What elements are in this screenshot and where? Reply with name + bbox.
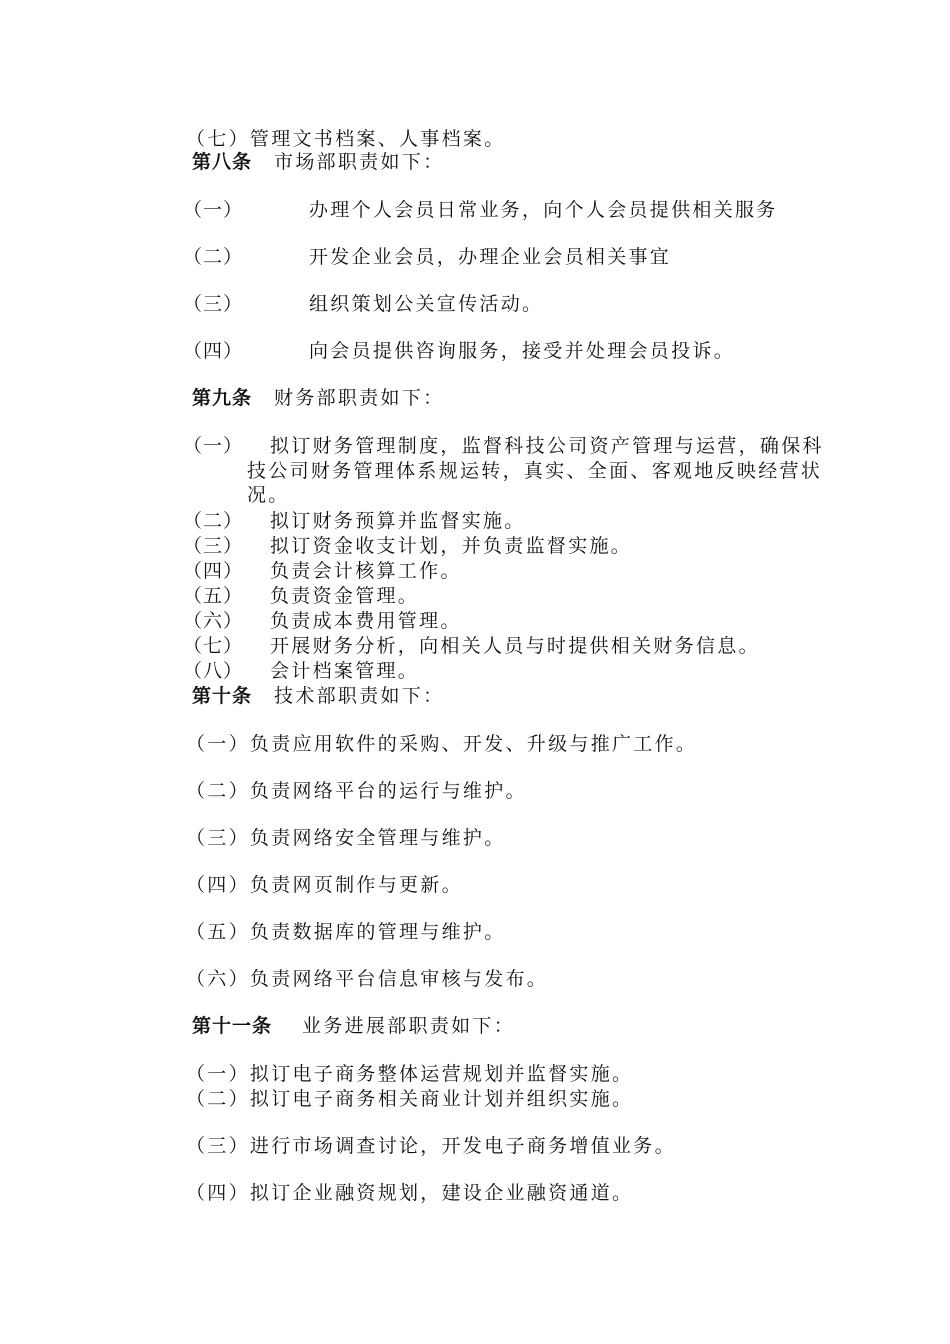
item-text: 负责会计核算工作。 bbox=[270, 560, 462, 582]
item-number: （二） bbox=[183, 246, 244, 268]
article-11-item-2: （二）拟订电子商务相关商业计划并组织实施。 bbox=[186, 1088, 634, 1110]
item-text: 拟订资金收支计划，并负责监督实施。 bbox=[270, 535, 633, 557]
item-text: 负责资金管理。 bbox=[270, 585, 420, 607]
article-8-heading bbox=[192, 150, 444, 174]
item-text: 会计档案管理。 bbox=[270, 660, 420, 682]
item-number: （二） bbox=[183, 510, 244, 532]
item-text: 负责成本费用管理。 bbox=[270, 610, 462, 632]
item-text: 开发企业会员，办理企业会员相关事宜 bbox=[309, 246, 672, 268]
item-number: （六） bbox=[183, 610, 244, 632]
item-number: （五） bbox=[183, 585, 244, 607]
article-11-label: 第十一条 bbox=[192, 1015, 273, 1037]
item-text-line-2: 技公司财务管理体系规运转，真实、全面、客观地反映经营状 bbox=[247, 460, 823, 482]
item-number: （一） bbox=[183, 435, 244, 457]
item-number: （八） bbox=[183, 660, 244, 682]
article-8-title: 市场部职责如下： bbox=[274, 151, 445, 173]
article-11-heading bbox=[192, 1014, 515, 1038]
item-text-line-1: 拟订财务管理制度，监督科技公司资产管理与运营，确保科 bbox=[270, 435, 824, 457]
article-10-heading bbox=[192, 684, 444, 708]
item-number: （三） bbox=[183, 293, 244, 315]
item-text: 办理个人会员日常业务，向个人会员提供相关服务 bbox=[309, 199, 778, 221]
item-number: （四） bbox=[183, 560, 244, 582]
article-10-item-5: （五）负责数据库的管理与维护。 bbox=[186, 921, 506, 943]
article-10-item-6: （六）负责网络平台信息审核与发布。 bbox=[186, 968, 549, 990]
article-10-item-3: （三）负责网络安全管理与维护。 bbox=[186, 827, 506, 849]
article-11-item-1: （一）拟订电子商务整体运营规划并监督实施。 bbox=[186, 1063, 634, 1085]
article-9-heading bbox=[192, 386, 444, 410]
article-9-label: 第九条 bbox=[192, 387, 253, 409]
article-11-item-4: （四）拟订企业融资规划，建设企业融资通道。 bbox=[186, 1182, 634, 1204]
article-11-item-3: （三）进行市场调查讨论，开发电子商务增值业务。 bbox=[186, 1135, 676, 1157]
item-number: （四） bbox=[183, 340, 244, 362]
item-text-line-3: 况。 bbox=[247, 484, 290, 506]
article-8-label: 第八条 bbox=[192, 151, 253, 173]
item-text: 开展财务分析，向相关人员与时提供相关财务信息。 bbox=[270, 635, 760, 657]
item-text: 组织策划公关宣传活动。 bbox=[309, 293, 544, 315]
article-10-item-2: （二）负责网络平台的运行与维护。 bbox=[186, 780, 527, 802]
article-10-title: 技术部职责如下： bbox=[274, 685, 445, 707]
article-9-title: 财务部职责如下： bbox=[274, 387, 445, 409]
item-text: 拟订财务预算并监督实施。 bbox=[270, 510, 526, 532]
article-11-title: 业务进展部职责如下： bbox=[302, 1015, 516, 1037]
article-10-item-1: （一）负责应用软件的采购、开发、升级与推广工作。 bbox=[186, 733, 698, 755]
item-text: 向会员提供咨询服务，接受并处理会员投诉。 bbox=[309, 340, 736, 362]
article-10-item-4: （四）负责网页制作与更新。 bbox=[186, 874, 463, 896]
item-number: （七） bbox=[183, 635, 244, 657]
article-10-label: 第十条 bbox=[192, 685, 253, 707]
item-number: （一） bbox=[183, 199, 244, 221]
article-7-item-7: （七）管理文书档案、人事档案。 bbox=[186, 128, 506, 150]
item-number: （三） bbox=[183, 535, 244, 557]
